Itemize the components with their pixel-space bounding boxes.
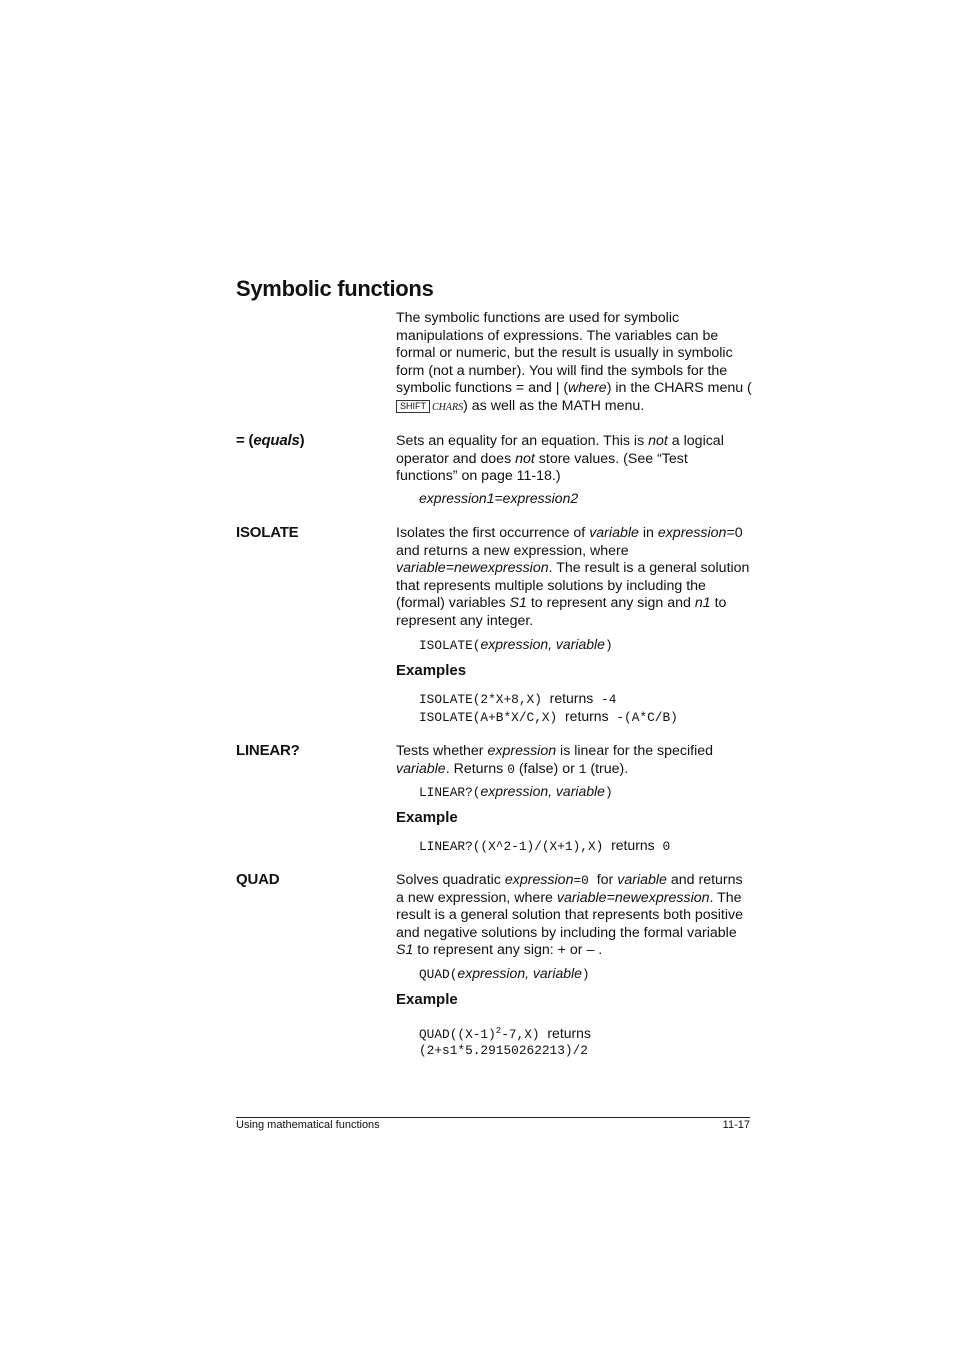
isolate-example-1 (419, 690, 616, 708)
intro-text-3: ) as well as the MATH menu. (463, 397, 645, 414)
isolate-varnew: variable=newexpression (396, 560, 549, 577)
isolate-ex2-result: -(A*C/B) (616, 710, 678, 725)
chars-key-label: CHARS (432, 401, 464, 413)
quad-example (419, 1023, 591, 1043)
linear-expression: expression (487, 743, 557, 759)
linear-syntax-close: ) (604, 785, 613, 800)
page-title: Symbolic functions (236, 276, 434, 301)
equals-text-2: a logical operator and does (396, 433, 724, 467)
quad-syntax-fn: QUAD( (419, 967, 458, 982)
footer-section-title: Using mathematical functions (236, 1119, 380, 1131)
quad-ex-code-1: QUAD((X-1) (419, 1027, 496, 1042)
quad-text-3: and returns a new expression, where (396, 872, 743, 906)
intro-text: The symbolic functions are used for symbolic manipulations of expressions. The variables can be formal or numeric, but the result is usually in symbolic form (not a number). You will find the symbols for the symbolic functions = and | ( (396, 310, 733, 397)
equals-description (396, 433, 752, 486)
equals-not-1: not (648, 433, 668, 449)
linear-ex-returns: returns (611, 837, 655, 853)
isolate-ex2-code: ISOLATE(A+B*X/C,X) (419, 710, 558, 725)
isolate-description (396, 525, 752, 631)
linear-text-1: Tests whether (396, 743, 488, 759)
term-equals-italic: equals (253, 432, 300, 449)
linear-text-4: (false) or (514, 760, 579, 777)
intro-paragraph (396, 310, 752, 417)
linear-ex-result: 0 (662, 839, 671, 854)
quad-eq0: =0 (573, 873, 589, 888)
linear-syntax-args: expression, variable (480, 783, 605, 799)
term-equals-prefix: = ( (236, 432, 254, 449)
isolate-syntax-fn: ISOLATE( (419, 638, 481, 653)
footer-page-number: 11-17 (722, 1119, 750, 1131)
isolate-text-5: to represent any sign and (526, 595, 695, 612)
linear-syntax (419, 783, 613, 801)
quad-example-result (419, 1041, 588, 1059)
quad-s1: S1 (396, 942, 414, 959)
isolate-s1: S1 (509, 595, 527, 612)
shift-key-icon: SHIFT (396, 400, 430, 413)
equals-not-2: not (515, 450, 535, 467)
quad-text-5: to represent any sign: + or – . (413, 942, 603, 959)
quad-ex-sup: 2 (495, 1026, 502, 1036)
equals-text-1: Sets an equality for an equation. This is (396, 433, 649, 449)
quad-ex-code-2: -7,X) (501, 1027, 540, 1042)
quad-text-4: . The result is a general solution that represents both positive and negative solutions by including the formal variable (396, 889, 744, 941)
quad-text-1: Solves quadratic (396, 872, 505, 888)
linear-syntax-fn: LINEAR?( (419, 785, 481, 800)
footer-rule (236, 1117, 750, 1118)
isolate-ex1-returns: returns (549, 690, 594, 706)
linear-variable: variable (396, 760, 446, 777)
quad-variable: variable (617, 872, 667, 888)
isolate-text-2: in (638, 525, 658, 541)
isolate-ex2-returns: returns (565, 708, 609, 724)
isolate-variable: variable (589, 525, 639, 541)
linear-one: 1 (578, 761, 587, 777)
linear-ex-code: LINEAR?((X^2-1)/(X+1),X) (419, 839, 604, 854)
isolate-text-3: =0 and returns a new expression, where (396, 525, 743, 559)
quad-syntax-args: expression, variable (457, 965, 582, 981)
isolate-expression: expression (657, 525, 727, 541)
intro-text-2: ) in the CHARS menu ( (606, 380, 752, 397)
term-quad: QUAD (236, 871, 280, 888)
quad-syntax-close: ) (581, 967, 590, 982)
quad-ex-result: (2+s1*5.29150262213)/2 (419, 1043, 588, 1058)
isolate-examples-heading: Examples (396, 662, 467, 679)
term-linear: LINEAR? (236, 742, 300, 759)
isolate-syntax-args: expression, variable (480, 636, 605, 652)
isolate-ex1-result: -4 (601, 692, 617, 707)
isolate-text-1: Isolates the first occurrence of (396, 525, 590, 541)
linear-text-3: . Returns (445, 760, 508, 777)
isolate-syntax (419, 636, 613, 654)
equals-text-3: store values. (See “Test functions” on page 11-18.) (396, 450, 688, 485)
quad-example-heading: Example (396, 991, 458, 1008)
linear-example (419, 837, 670, 855)
linear-description (396, 743, 752, 778)
isolate-text-6: to represent any integer. (396, 595, 727, 629)
where-italic: where (568, 380, 607, 397)
isolate-example-2 (419, 708, 678, 726)
linear-zero: 0 (507, 761, 515, 777)
isolate-syntax-close: ) (604, 638, 613, 653)
term-equals (236, 432, 304, 449)
linear-text-5: (true). (586, 760, 629, 777)
linear-text-2: is linear for the specified (556, 743, 714, 759)
quad-text-2: for (592, 872, 618, 888)
quad-description (396, 872, 752, 960)
term-equals-suffix: ) (299, 432, 305, 449)
quad-varnew: variable=newexpression (556, 889, 710, 906)
term-isolate: ISOLATE (236, 524, 299, 541)
isolate-n1: n1 (694, 595, 711, 612)
quad-ex-returns: returns (547, 1025, 591, 1041)
quad-expression: expression (504, 872, 574, 888)
linear-example-heading: Example (396, 809, 458, 826)
equals-syntax: expression1=expression2 (419, 490, 579, 506)
isolate-ex1-code: ISOLATE(2*X+8,X) (419, 692, 542, 707)
quad-syntax (419, 965, 590, 983)
isolate-text-4: . The result is a general solution that represents multiple solutions by including the (formal) variables (396, 560, 750, 612)
